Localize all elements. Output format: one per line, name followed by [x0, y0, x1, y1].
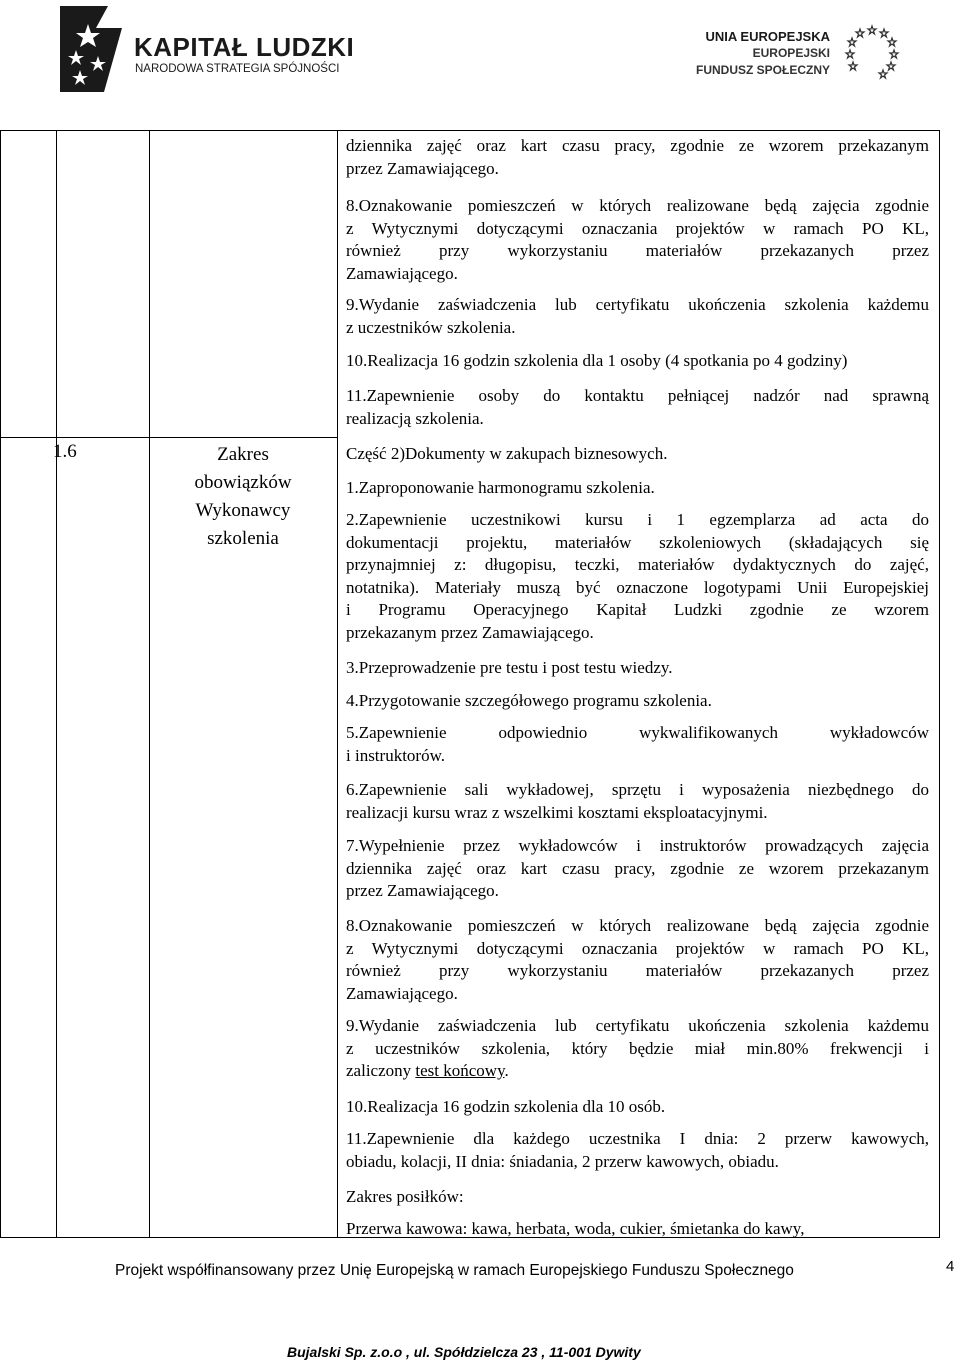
paragraph: [346, 1128, 929, 1173]
page-header: [0, 0, 960, 100]
paragraph-line: 8.Oznakowanie pomieszczeń w których realizowane będą zajęcia zgodnie: [346, 916, 929, 935]
paragraph-line: dziennika zajęć oraz kart czasu pracy, zgodnie ze wzorem przekazanym: [346, 858, 929, 878]
footer-project-text: Projekt współfinansowany przez Unię Europejską w ramach Europejskiego Funduszu Społecznego: [115, 1262, 794, 1279]
paragraph-line: 3.Przeprowadzenie pre testu i post testu wiedzy.: [346, 658, 673, 677]
paragraph-line: dziennika zajęć oraz kart czasu pracy, zgodnie ze wzorem przekazanym: [346, 136, 929, 155]
paragraph-line: 8.Oznakowanie pomieszczeń w których realizowane będą zajęcia zgodnie: [346, 196, 929, 215]
paragraph-line: z uczestników szkolenia, który będzie miał min.80% frekwencji i: [346, 1038, 929, 1058]
paragraph: [346, 1186, 929, 1209]
paragraph-line: przynajmniej z: długopisu, teczki, materiałów dydaktycznych do zajęć,: [346, 555, 929, 574]
paragraph-line: obiadu, kolacji, II dnia: śniadania, 2 przerw kawowych, obiadu.: [346, 1151, 779, 1171]
paragraph-line: 9.Wydanie zaświadczenia lub certyfikatu ukończenia szkolenia każdemu: [346, 295, 929, 314]
paragraph-line: przekazanym przez Zamawiającego.: [346, 622, 594, 642]
paragraph-line: przez Zamawiającego.: [346, 881, 499, 900]
paragraph-line: i Programu Operacyjnego Kapitał Ludzki zgodnie ze wzorem: [346, 600, 929, 619]
paragraph-line: przez Zamawiającego.: [346, 158, 499, 178]
paragraph-line: 11.Zapewnienie osoby do kontaktu pełniącej nadzór nad sprawną: [346, 386, 929, 405]
paragraph-line: 11.Zapewnienie dla każdego uczestnika I dnia: 2 przerw kawowych,: [346, 1129, 929, 1148]
paragraph-line: 5.Zapewnienie odpowiednio wykwalifikowanych wykładowców: [346, 723, 929, 742]
paragraph-line: Zamawiającego.: [346, 983, 458, 1003]
kapital-ludzki-logo: [58, 6, 355, 92]
paragraph-line: dokumentacji projektu, materiałów szkoleniowych (składających się: [346, 532, 929, 552]
paragraph-line: z Wytycznymi dotyczącymi oznaczania projektów w ramach PO KL,: [346, 218, 929, 238]
paragraph: [346, 135, 929, 180]
paragraph: [346, 657, 929, 680]
paragraph-line: 10.Realizacja 16 godzin szkolenia dla 1 osoby (4 spotkania po 4 godziny): [346, 351, 848, 370]
paragraph-line: z Wytycznymi dotyczącymi oznaczania projektów w ramach PO KL,: [346, 938, 929, 958]
paragraph-line: Zamawiającego.: [346, 263, 458, 283]
paragraph: [346, 1218, 929, 1241]
paragraph: [346, 195, 929, 285]
paragraph: [346, 1096, 929, 1119]
paragraph: [346, 443, 929, 466]
paragraph: [346, 350, 929, 373]
paragraph-line: realizacji kursu wraz z wszelkimi kosztami eksploatacyjnymi.: [346, 802, 768, 822]
paragraph-line: Część 2)Dokumenty w zakupach biznesowych.: [346, 444, 668, 463]
paragraph-line: z uczestników szkolenia.: [346, 317, 516, 337]
paragraph-line: notatnika). Materiały muszą być oznaczone logotypami Unii Europejskiej: [346, 577, 929, 597]
paragraph: [346, 1015, 929, 1083]
paragraph: [346, 294, 929, 339]
row-label-line: szkolenia: [207, 528, 279, 549]
paragraph: [346, 690, 929, 713]
paragraph-line: również przy wykorzystaniu materiałów przekazanych przez: [346, 241, 929, 260]
paragraph: [346, 722, 929, 767]
paragraph: [346, 915, 929, 1005]
row-label: [151, 441, 335, 553]
row-label-line: Wykonawcy: [195, 500, 291, 521]
row-number: 1.6: [53, 441, 77, 462]
eu-logo: [680, 20, 910, 80]
kapital-ludzki-subtitle: NARODOWA STRATEGIA SPÓJNOŚCI: [135, 63, 340, 75]
eu-stars-icon: [842, 20, 902, 80]
paragraph-line: 4.Przygotowanie szczegółowego programu szkolenia.: [346, 691, 712, 710]
paragraph: [346, 509, 929, 644]
paragraph-line: 6.Zapewnienie sali wykładowej, sprzętu i wyposażenia niezbędnego do: [346, 780, 929, 799]
table-divider: [56, 131, 57, 1237]
row-label-line: obowiązków: [194, 472, 292, 493]
kapital-ludzki-mark-icon: [58, 6, 124, 92]
paragraph-text: .: [504, 1061, 509, 1080]
paragraph-line: również przy wykorzystaniu materiałów przekazanych przez: [346, 961, 929, 980]
paragraph-text: zaliczony: [346, 1061, 416, 1080]
footer-address: Bujalski Sp. z.o.o , ul. Spółdzielcza 23 , 11-001 Dywity: [287, 1344, 641, 1360]
table-divider: [337, 131, 338, 1237]
page-number: 4: [946, 1258, 955, 1275]
paragraph-line: 1.Zaproponowanie harmonogramu szkolenia.: [346, 478, 655, 497]
paragraph-line: 10.Realizacja 16 godzin szkolenia dla 10 osób.: [346, 1097, 666, 1116]
underlined-text: test końcowy: [415, 1061, 505, 1080]
eu-logo-line1: UNIA EUROPEJSKA: [705, 29, 830, 44]
paragraph-line: realizacją szkolenia.: [346, 408, 484, 428]
paragraph-line: [346, 1060, 929, 1083]
paragraph-line: 9.Wydanie zaświadczenia lub certyfikatu ukończenia szkolenia każdemu: [346, 1016, 929, 1035]
table-divider: [149, 131, 150, 1237]
eu-logo-text: [696, 28, 830, 79]
table-row-border: [1, 437, 337, 438]
paragraph: [346, 477, 929, 500]
eu-logo-line3: FUNDUSZ SPOŁECZNY: [695, 63, 830, 77]
paragraph: [346, 385, 929, 430]
row-label-line: Zakres: [217, 444, 269, 465]
eu-logo-line2: EUROPEJSKI: [752, 46, 830, 60]
paragraph-line: i instruktorów.: [346, 745, 446, 765]
paragraph: [346, 779, 929, 824]
paragraph-line: 2.Zapewnienie uczestnikowi kursu i 1 egzemplarza ad acta do: [346, 510, 929, 529]
paragraph-line: 7.Wypełnienie przez wykładowców i instruktorów prowadzących zajęcia: [346, 836, 929, 855]
paragraph-line: Przerwa kawowa: kawa, herbata, woda, cukier, śmietanka do kawy,: [346, 1219, 805, 1238]
kapital-ludzki-title: KAPITAŁ LUDZKI: [134, 32, 355, 62]
paragraph-line: Zakres posiłków:: [346, 1187, 464, 1206]
paragraph: [346, 835, 929, 903]
